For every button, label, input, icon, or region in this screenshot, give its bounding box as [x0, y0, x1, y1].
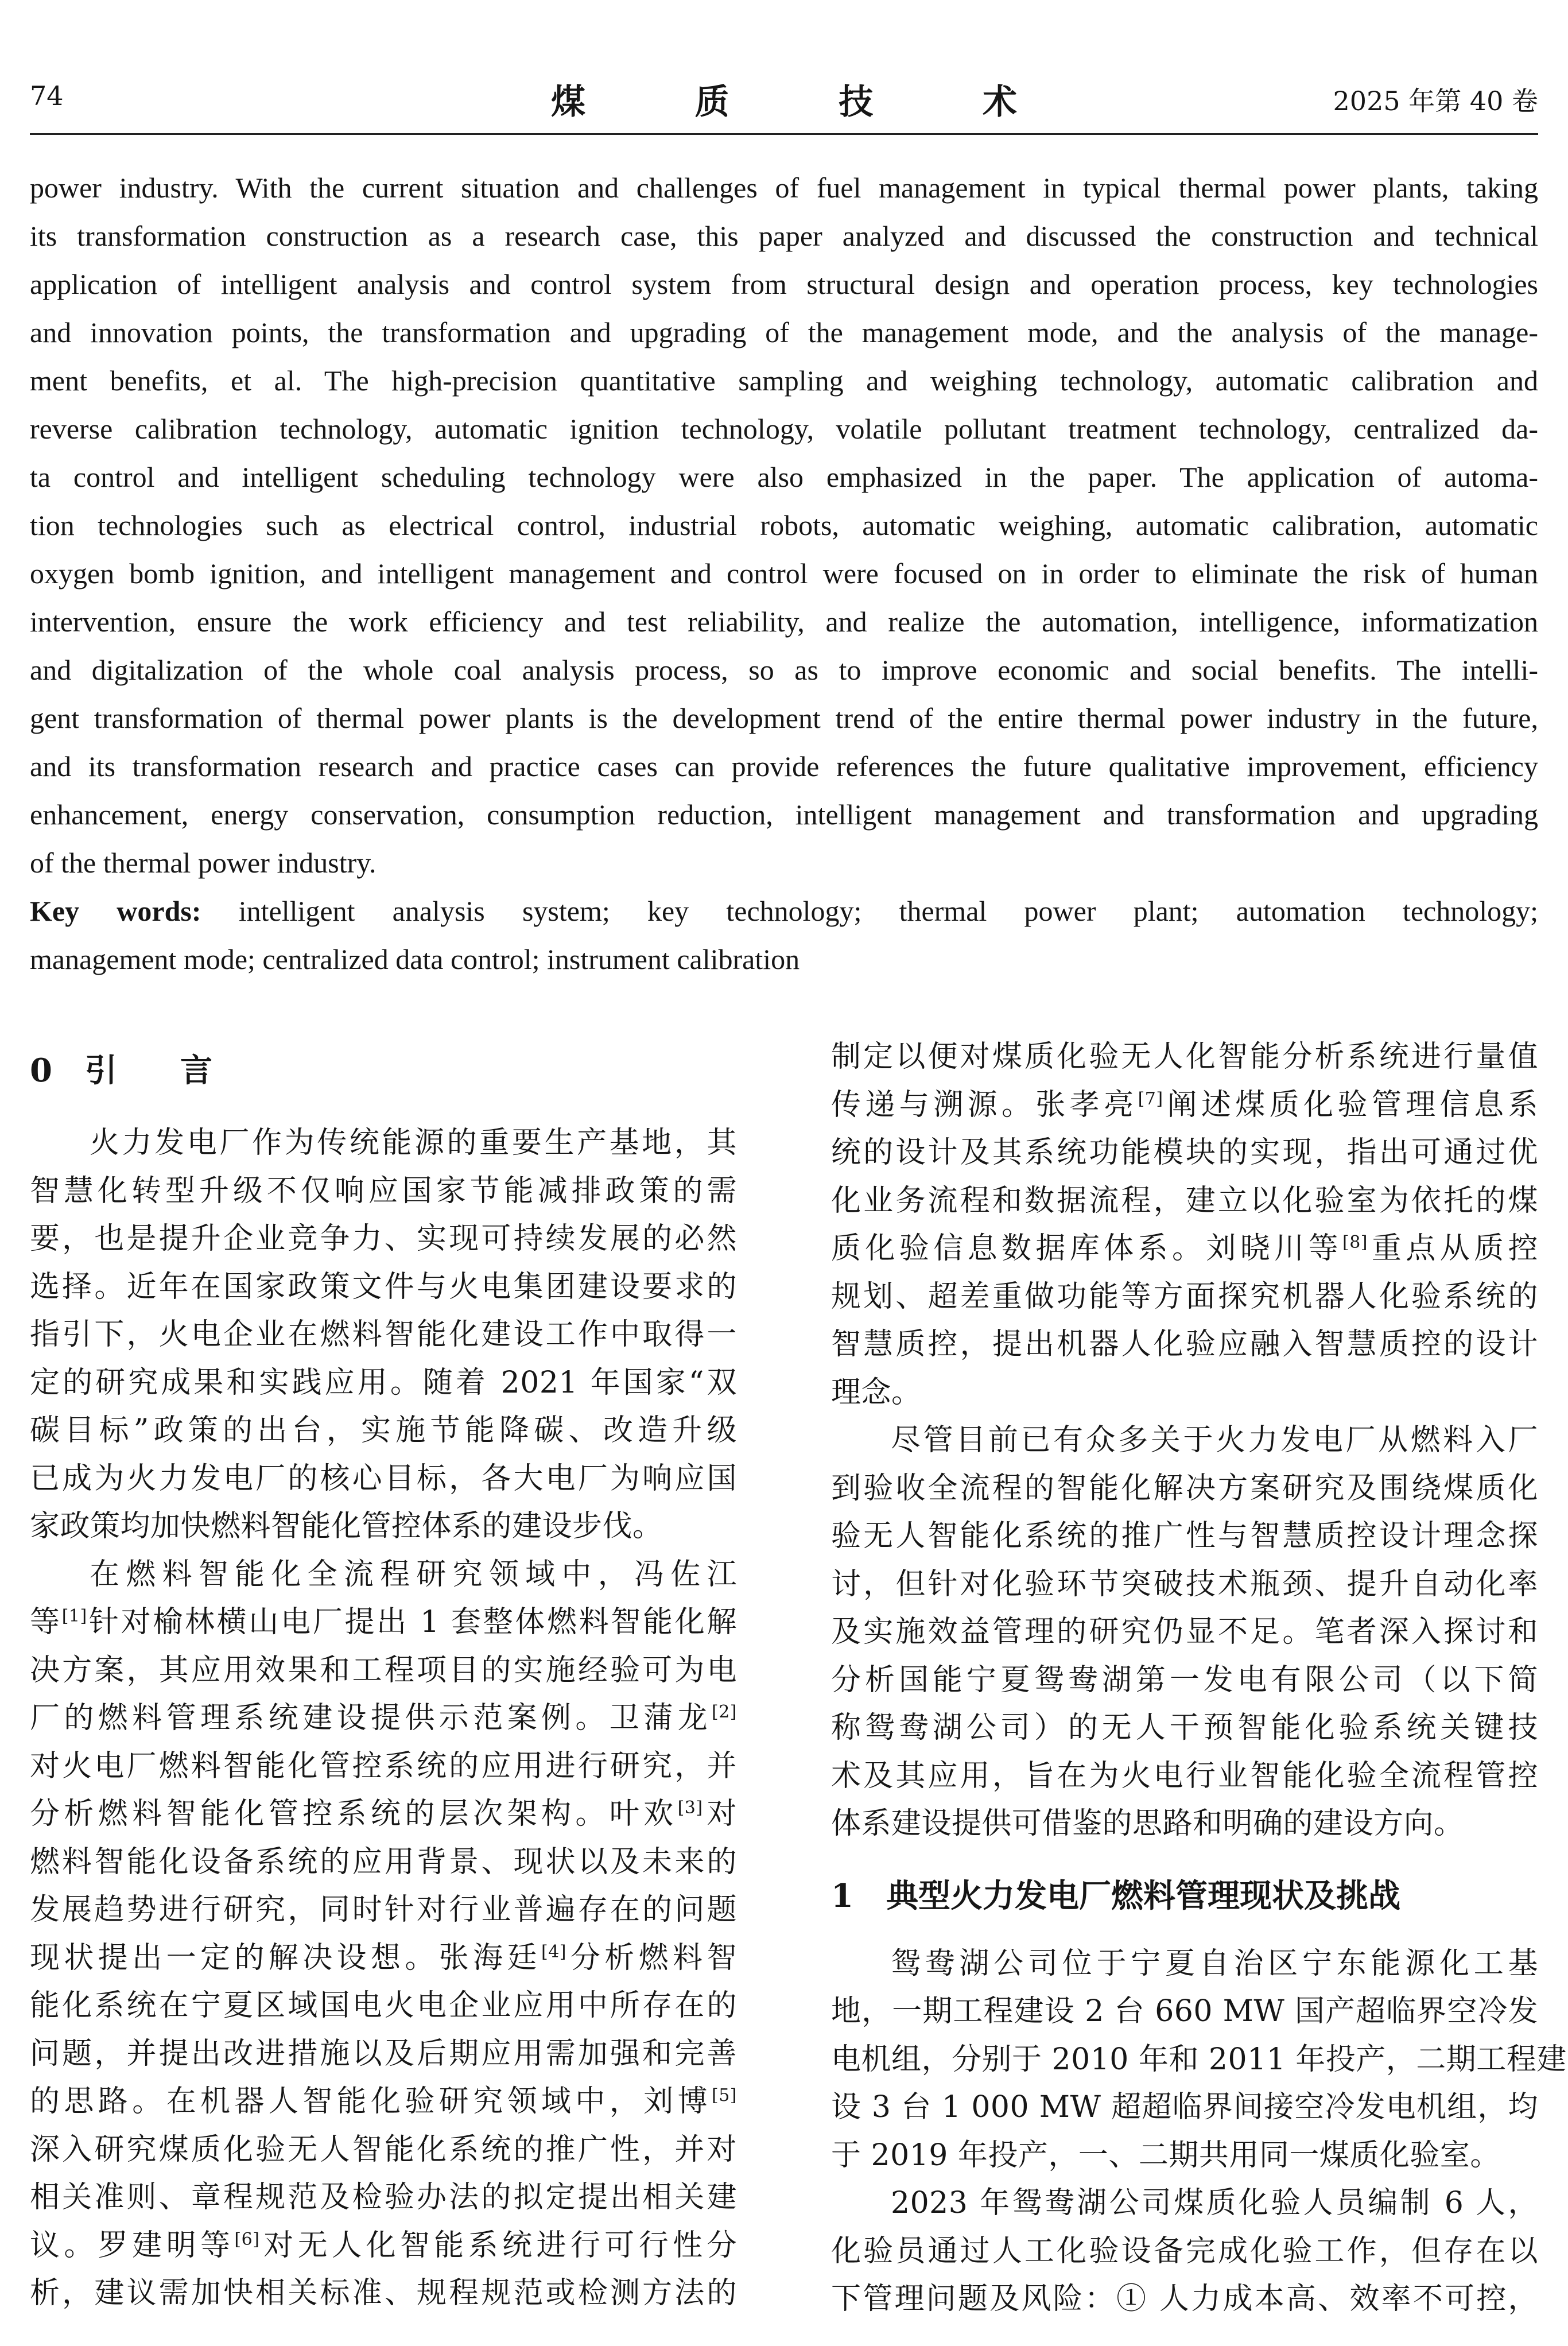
body-line: 家政策均加快燃料智能化管控体系的建设步伐。 — [30, 1509, 663, 1544]
body-line: 问题，并提出改进措施以及后期应用需加强和完善 — [30, 2036, 737, 2071]
citation: [5] — [712, 2085, 737, 2105]
keywords-text: intelligent analysis system; key technology; thermal power plant; automation technology; — [238, 895, 1538, 927]
volume-label: 2025 年第 40 卷 — [1333, 86, 1538, 117]
body-line: 称鸳鸯湖公司）的无人干预智能化验系统关键技 — [831, 1711, 1538, 1745]
keywords-line — [30, 887, 1538, 935]
body-line: 电机组，分别于 2010 年和 2011 年投产，二期工程建 — [831, 2042, 1567, 2077]
body-line: 定的研究成果和实践应用。随着 2021 年国家“双 — [30, 1365, 737, 1400]
body-line: 议。罗建明等[6]对无人化智能系统进行可行性分 — [30, 2228, 737, 2263]
body-line: 要，也是提升企业竞争力、实现可持续发展的必然 — [30, 1222, 737, 1256]
body-line: 现状提出一定的解决设想。张海廷[4]分析燃料智 — [30, 1940, 737, 1975]
body-line: 理念。 — [831, 1375, 922, 1410]
abstract-line: application of intelligent analysis and control system from structural design and operation process, key technologies — [30, 268, 1538, 300]
body-line: 于 2019 年投产，一、二期共用同一煤质化验室。 — [831, 2138, 1500, 2173]
abstract-line: of the thermal power industry. — [30, 847, 377, 879]
body-line: 深入研究煤质化验无人智能化系统的推广性，并对 — [30, 2132, 737, 2167]
body-line: 能化系统在宁夏区域国电火电企业应用中所存在的 — [30, 1988, 737, 2023]
body-line: 统的设计及其系统功能模块的实现，指出可通过优 — [831, 1135, 1538, 1170]
abstract-line: and innovation points, the transformation and upgrading of the management mode, and the analysis of the manage- — [30, 316, 1538, 348]
citation: [1] — [61, 1606, 87, 1626]
abstract-line: oxygen bomb ignition, and intelligent management and control were focused on in order to eliminate the risk of human — [30, 557, 1538, 590]
body-line: 到验收全流程的智能化解决方案研究及围绕煤质化 — [831, 1471, 1538, 1506]
abstract-line: and digitalization of the whole coal analysis process, so as to improve economic and social benefits. The intelli- — [30, 654, 1538, 686]
abstract-line: gent transformation of thermal power plants is the development trend of the entire thermal power industry in the future, — [30, 702, 1538, 734]
body-line: 分析国能宁夏鸳鸯湖第一发电有限公司（以下简 — [831, 1662, 1538, 1697]
citation: [3] — [677, 1798, 703, 1818]
body-line: 相关准则、章程规范及检验办法的拟定提出相关建 — [30, 2180, 737, 2215]
body-line: 化验员通过人工化验设备完成化验工作，但存在以 — [831, 2233, 1538, 2269]
abstract-line: power industry. With the current situation and challenges of fuel management in typical thermal power plants, taking — [30, 172, 1538, 204]
abstract-line: and its transformation research and practice cases can provide references the future qualitative improvement, efficiency — [30, 750, 1538, 782]
journal-title: 煤质技术 — [551, 82, 1017, 122]
body-line: 等[1]针对榆林横山电厂提出 1 套整体燃料智能化解 — [30, 1605, 737, 1639]
body-line: 传递与溯源。张孝亮[7]阐述煤质化验管理信息系 — [831, 1087, 1538, 1122]
left-column — [30, 1036, 737, 2318]
body-line: 规划、超差重做功能等方面探究机器人化验系统的 — [831, 1279, 1538, 1314]
body-line: 下管理问题及风险：① 人力成本高、效率不可控， — [831, 2282, 1538, 2316]
body-line: 已成为火力发电厂的核心目标，各大电厂为响应国 — [30, 1461, 737, 1496]
abstract-line: its transformation construction as a research case, this paper analyzed and discussed the construction and technical — [30, 220, 1538, 252]
body-line: 发展趋势进行研究，同时针对行业普遍存在的问题 — [30, 1893, 737, 1927]
abstract-line: intervention, ensure the work efficiency and test reliability, and realize the automation, intelligence, informatization — [30, 606, 1538, 638]
body-line: 制定以便对煤质化验无人化智能分析系统进行量值 — [831, 1040, 1538, 1074]
body-line: 燃料智能化设备系统的应用背景、现状以及未来的 — [30, 1844, 737, 1879]
abstract-line: reverse calibration technology, automatic ignition technology, volatile pollutant treatment technology, centralized da- — [30, 413, 1538, 445]
section-heading: 1 典型火力发电厂燃料管理现状及挑战 — [831, 1876, 1400, 1915]
body-line: 厂的燃料管理系统建设提供示范案例。卫蒲龙[2] — [30, 1701, 737, 1735]
section-heading: 0 引 言 — [30, 1052, 212, 1089]
keywords-line: management mode; centralized data control; instrument calibration — [30, 943, 800, 975]
body-line: 地，一期工程建设 2 台 660 MW 国产超临界空冷发 — [831, 1994, 1538, 2029]
citation: [6] — [234, 2229, 260, 2250]
page-number: 74 — [30, 80, 64, 111]
abstract-line: ta control and intelligent scheduling technology were also emphasized in the paper. The application of automa- — [30, 461, 1538, 493]
citation: [7] — [1138, 1088, 1163, 1109]
citation: [2] — [712, 1702, 737, 1722]
body-line: 碳目标”政策的出台，实施节能降碳、改造升级 — [30, 1413, 737, 1448]
body-line: 智慧质控，提出机器人化验应融入智慧质控的设计 — [831, 1327, 1538, 1362]
body-line: 及实施效益管理的研究仍显不足。笔者深入探讨和 — [831, 1615, 1538, 1649]
citation: [8] — [1342, 1232, 1368, 1253]
body-line: 化业务流程和数据流程，建立以化验室为依托的煤 — [831, 1183, 1538, 1218]
body-line: 分析燃料智能化管控系统的层次架构。叶欢[3]对 — [30, 1797, 737, 1831]
body-line: 体系建设提供可借鉴的思路和明确的建设方向。 — [831, 1806, 1464, 1841]
body-line: 决方案，其应用效果和工程项目的实施经验可为电 — [30, 1653, 737, 1688]
header-rule — [30, 133, 1538, 135]
body-line: 对火电厂燃料智能化管控系统的应用进行研究，并 — [30, 1748, 737, 1783]
body-line: 智慧化转型升级不仅响应国家节能减排政策的需 — [30, 1173, 737, 1208]
keywords-label: Key words: — [30, 895, 201, 927]
body-line: 验无人智能化系统的推广性与智慧质控设计理念探 — [831, 1519, 1538, 1553]
body-line: 鸳鸯湖公司位于宁夏自治区宁东能源化工基 — [891, 1946, 1538, 1981]
body-line: 设 3 台 1 000 MW 超超临界间接空冷发电机组，均 — [831, 2090, 1538, 2124]
body-line: 2023 年鸳鸯湖公司煤质化验人员编制 6 人， — [891, 2186, 1538, 2220]
citation: [4] — [541, 1941, 566, 1962]
body-line: 术及其应用，旨在为火电行业智能化验全流程管控 — [831, 1758, 1538, 1793]
right-column — [831, 1033, 1567, 2324]
body-line: 讨，但针对化验环节突破技术瓶颈、提升自动化率 — [831, 1566, 1538, 1602]
body-line: 选择。近年在国家政策文件与火电集团建设要求的 — [30, 1269, 737, 1304]
body-line: 质化验信息数据库体系。刘晓川等[8]重点从质控 — [831, 1231, 1538, 1266]
abstract-line: enhancement, energy conservation, consumption reduction, intelligent management and transformation and upgrading — [30, 798, 1538, 831]
body-line: 尽管目前已有众多关于火力发电厂从燃料入厂 — [891, 1423, 1538, 1457]
body-line: 的思路。在机器人智能化验研究领域中，刘博[5] — [30, 2084, 737, 2119]
abstract-line: ment benefits, et al. The high-precision quantitative sampling and weighing technology, automatic calibration and — [30, 364, 1538, 397]
body-line: 在燃料智能化全流程研究领域中，冯佐江 — [90, 1557, 737, 1592]
body-line: 析，建议需加快相关标准、规程规范或检测方法的 — [30, 2276, 737, 2310]
body-line: 指引下，火电企业在燃料智能化建设工作中取得一 — [30, 1317, 737, 1352]
english-abstract — [30, 164, 1538, 983]
body-line: 火力发电厂作为传统能源的重要生产基地，其 — [90, 1126, 737, 1160]
abstract-line: tion technologies such as electrical control, industrial robots, automatic weighing, automatic calibration, automatic — [30, 509, 1538, 541]
